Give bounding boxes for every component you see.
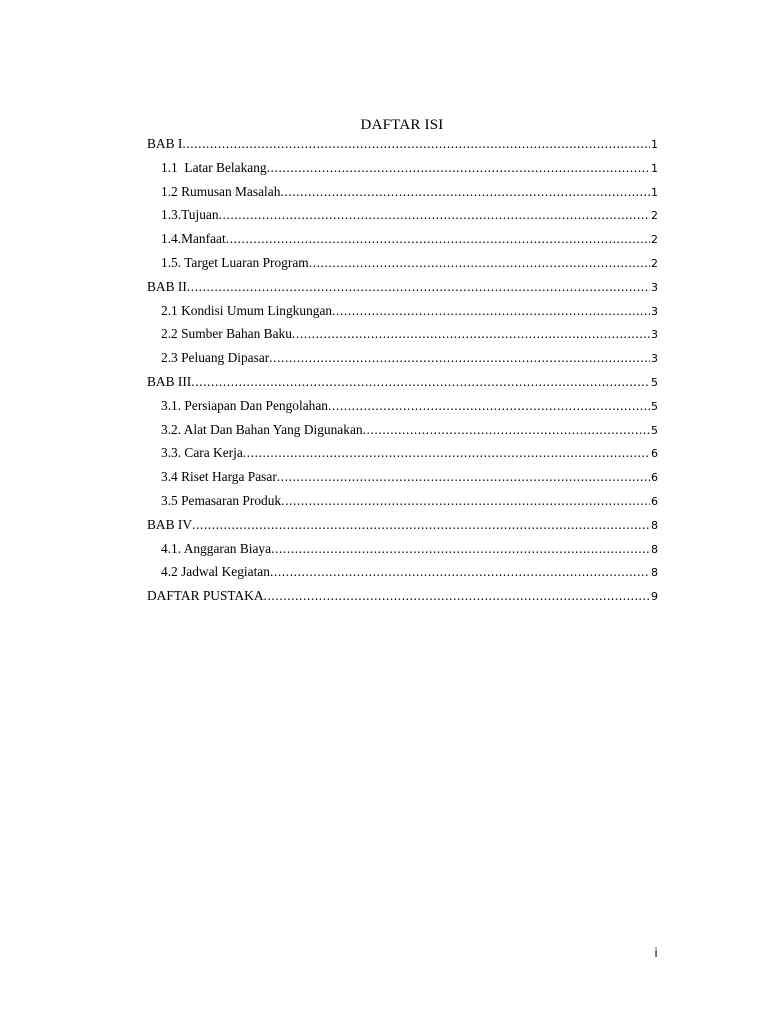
toc-entry-page: 6 <box>651 494 658 508</box>
toc-entry-label: BAB II <box>147 278 187 294</box>
toc-entry-label: BAB I <box>147 136 183 151</box>
toc-entry[interactable] <box>147 348 658 372</box>
toc-dot-leader <box>281 491 650 511</box>
toc-entry[interactable] <box>147 277 658 301</box>
toc-entry-label: BAB III <box>147 373 192 389</box>
toc-entry[interactable] <box>147 253 658 277</box>
toc-entry[interactable] <box>147 467 658 491</box>
toc-dot-leader <box>243 443 650 463</box>
toc-dot-leader <box>182 134 650 154</box>
toc-entry-page: 2 <box>651 256 658 270</box>
toc-entry-page: 3 <box>651 304 658 318</box>
toc-entry-page: 8 <box>651 542 658 556</box>
toc-dot-leader <box>192 515 650 535</box>
toc-entry-page: 1 <box>651 185 658 199</box>
toc-entry-page: 5 <box>651 375 658 389</box>
page-number: i <box>654 946 658 960</box>
toc-entry-page: 3 <box>651 352 658 366</box>
toc-entry-page: 3 <box>651 328 658 342</box>
toc-list <box>147 134 658 610</box>
toc-dot-leader <box>226 229 650 249</box>
toc-entry-page: 2 <box>651 233 658 247</box>
toc-dot-leader <box>292 324 650 344</box>
toc-entry-label: DAFTAR PUSTAKA <box>147 588 264 604</box>
toc-entry[interactable] <box>147 158 658 182</box>
toc-dot-leader <box>328 396 650 416</box>
toc-dot-leader <box>269 348 650 368</box>
toc-entry-page: 1 <box>651 138 658 151</box>
toc-dot-leader <box>277 467 650 487</box>
toc-entry-page: 3 <box>651 280 658 294</box>
toc-entry[interactable] <box>147 539 658 563</box>
toc-entry-page: 1 <box>651 161 658 175</box>
toc-entry-label: 3.1. Persiapan Dan Pengolahan <box>161 397 328 413</box>
toc-dot-leader <box>191 372 650 392</box>
toc-dot-leader <box>271 539 650 559</box>
toc-entry-label: 3.2. Alat Dan Bahan Yang Digunakan <box>161 421 363 437</box>
toc-entry[interactable] <box>147 420 658 444</box>
toc-dot-leader <box>363 420 650 440</box>
toc-entry-label: 1.5. Target Luaran Program <box>161 254 309 270</box>
toc-entry[interactable] <box>147 443 658 467</box>
toc-entry-label: 2.2 Sumber Bahan Baku <box>161 326 292 342</box>
toc-entry[interactable] <box>147 396 658 420</box>
toc-dot-leader <box>264 586 650 606</box>
toc-entry-label: 3.3. Cara Kerja <box>161 445 243 461</box>
toc-dot-leader <box>187 277 650 297</box>
toc-dot-leader <box>270 562 650 582</box>
toc-entry[interactable] <box>147 134 658 158</box>
toc-entry[interactable] <box>147 491 658 515</box>
toc-entry[interactable] <box>147 229 658 253</box>
toc-entry[interactable] <box>147 324 658 348</box>
toc-dot-leader <box>309 253 650 273</box>
toc-entry-label: 1.3.Tujuan <box>161 207 219 223</box>
toc-entry-page: 5 <box>651 399 658 413</box>
toc-entry-label: 2.1 Kondisi Umum Lingkungan <box>161 302 333 318</box>
toc-entry[interactable] <box>147 182 658 206</box>
toc-entry-label: 1.1 Latar Belakang <box>161 159 267 175</box>
toc-entry[interactable] <box>147 586 658 610</box>
toc-entry-label: 3.5 Pemasaran Produk <box>161 492 282 508</box>
toc-entry[interactable] <box>147 372 658 396</box>
toc-entry[interactable] <box>147 515 658 539</box>
toc-entry[interactable] <box>147 205 658 229</box>
toc-entry[interactable] <box>147 562 658 586</box>
toc-dot-leader <box>219 205 650 225</box>
toc-dot-leader <box>280 182 650 202</box>
toc-entry-label: BAB IV <box>147 516 193 532</box>
toc-title: DAFTAR ISI <box>360 117 444 133</box>
toc-entry-label: 4.1. Anggaran Biaya <box>161 540 272 556</box>
toc-entry-page: 6 <box>651 447 658 461</box>
toc-dot-leader <box>332 301 650 321</box>
toc-entry-page: 9 <box>651 590 658 604</box>
toc-entry-page: 8 <box>651 566 658 580</box>
toc-entry[interactable] <box>147 301 658 325</box>
toc-dot-leader <box>267 158 650 178</box>
toc-entry-label: 1.4.Manfaat <box>161 231 226 247</box>
toc-entry-page: 6 <box>651 471 658 485</box>
toc-entry-label: 1.2 Rumusan Masalah <box>161 183 281 199</box>
toc-entry-label: 3.4 Riset Harga Pasar <box>161 469 277 485</box>
toc-entry-label: 4.2 Jadwal Kegiatan <box>161 564 270 580</box>
toc-entry-label: 2.3 Peluang Dipasar <box>161 350 270 366</box>
toc-entry-page: 2 <box>651 209 658 223</box>
toc-entry-page: 5 <box>651 423 658 437</box>
toc-entry-page: 8 <box>651 518 658 532</box>
